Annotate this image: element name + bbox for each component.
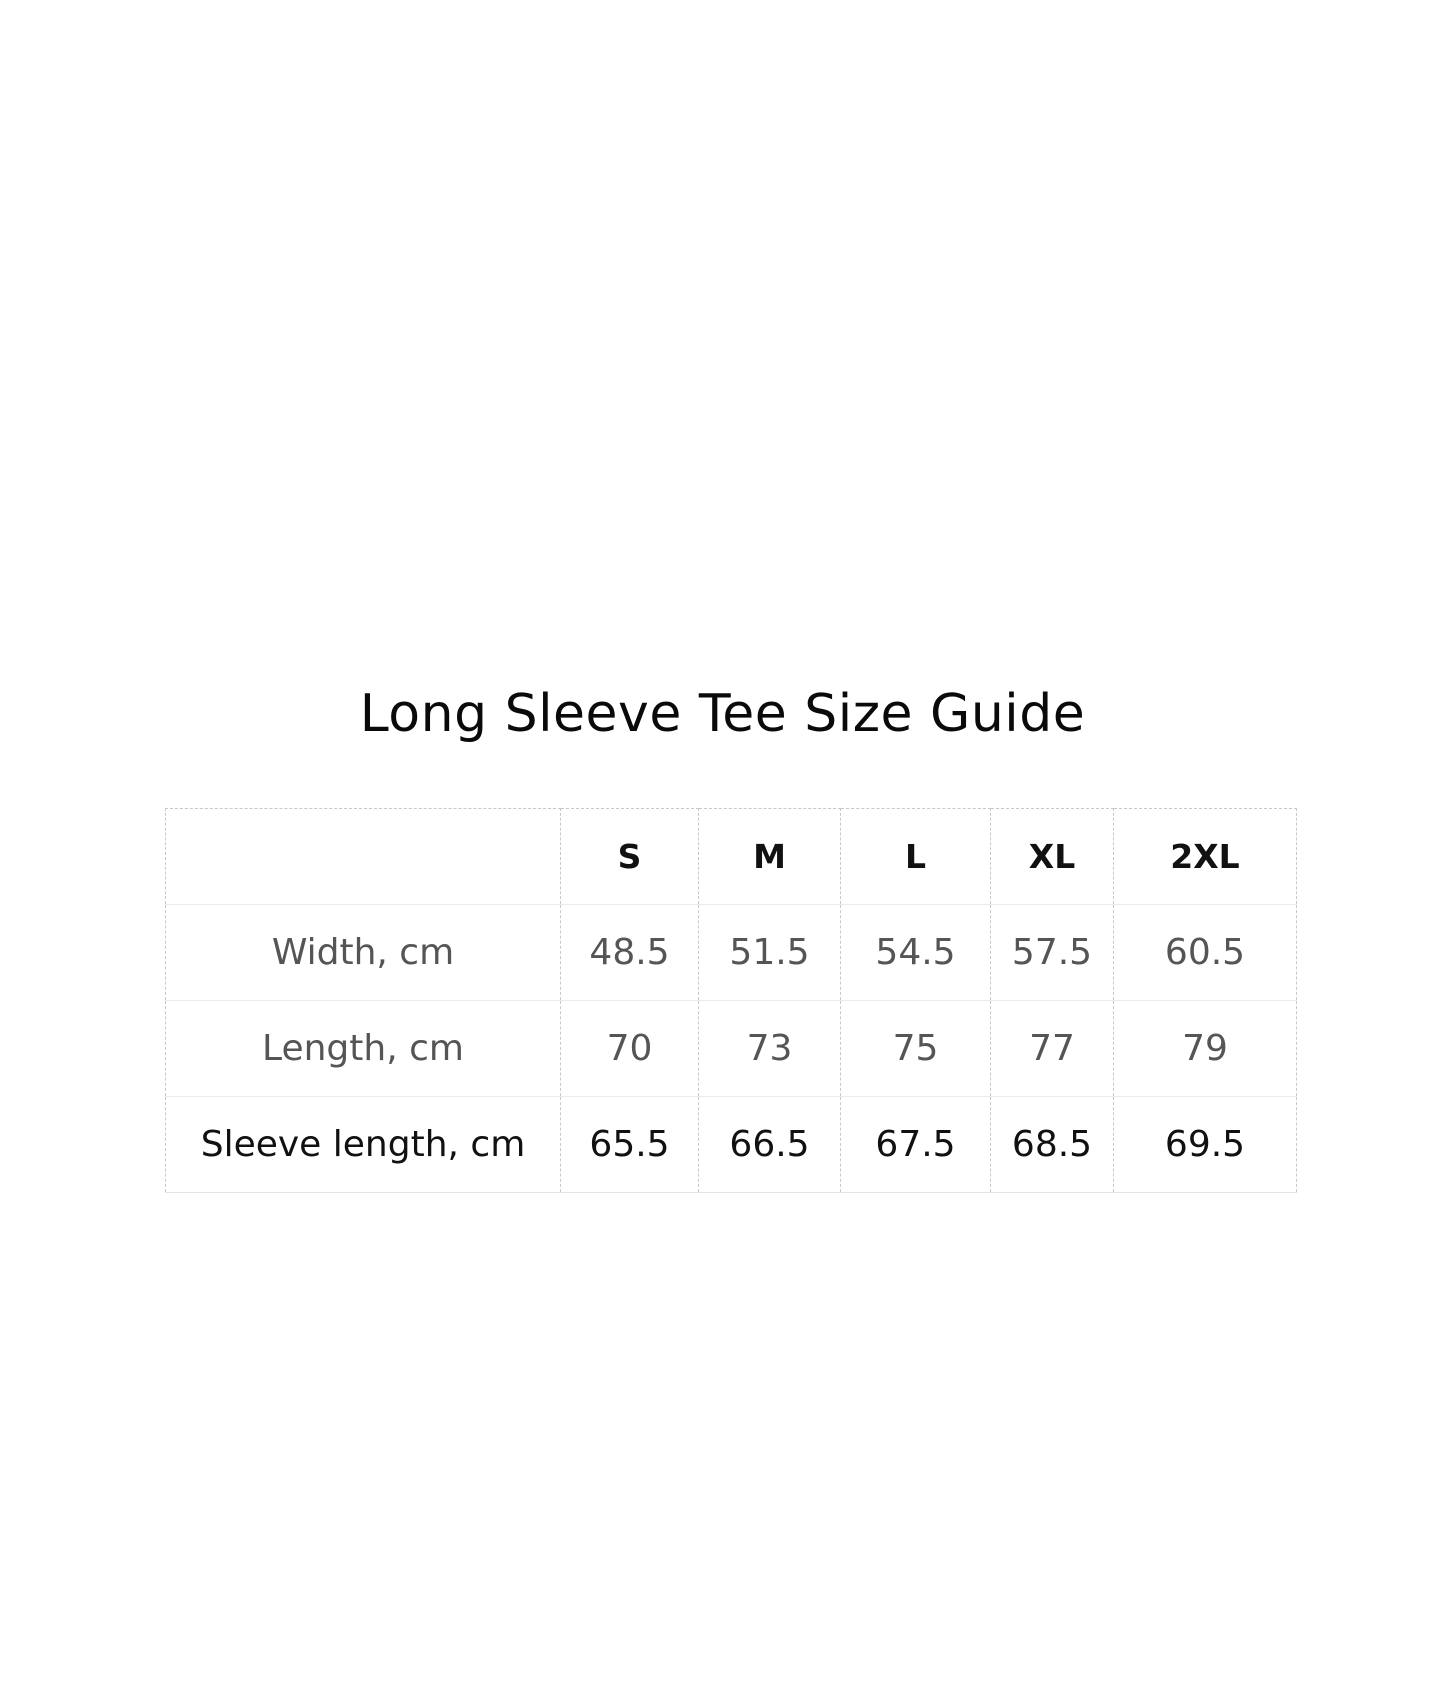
table-cell: 69.5 bbox=[1114, 1097, 1297, 1193]
table-row-width bbox=[166, 905, 1297, 1001]
table-cell: 67.5 bbox=[841, 1097, 991, 1193]
table-corner-cell bbox=[166, 809, 561, 905]
table-row-sleeve-length bbox=[166, 1097, 1297, 1193]
row-label-width: Width, cm bbox=[166, 905, 561, 1001]
table-cell: 60.5 bbox=[1114, 905, 1297, 1001]
table-header-row bbox=[166, 809, 1297, 905]
size-header-m: M bbox=[699, 809, 841, 905]
row-label-sleeve-length: Sleeve length, cm bbox=[166, 1097, 561, 1193]
size-header-2xl: 2XL bbox=[1114, 809, 1297, 905]
size-header-l: L bbox=[841, 809, 991, 905]
row-label-length: Length, cm bbox=[166, 1001, 561, 1097]
table-cell: 57.5 bbox=[991, 905, 1114, 1001]
table-cell: 73 bbox=[699, 1001, 841, 1097]
table-cell: 79 bbox=[1114, 1001, 1297, 1097]
page-title: Long Sleeve Tee Size Guide bbox=[359, 684, 1086, 744]
table-cell: 70 bbox=[561, 1001, 699, 1097]
size-header-s: S bbox=[561, 809, 699, 905]
table-cell: 77 bbox=[991, 1001, 1114, 1097]
table-cell: 54.5 bbox=[841, 905, 991, 1001]
table-cell: 65.5 bbox=[561, 1097, 699, 1193]
table-cell: 51.5 bbox=[699, 905, 841, 1001]
size-header-xl: XL bbox=[991, 809, 1114, 905]
table-cell: 48.5 bbox=[561, 905, 699, 1001]
table-row-length bbox=[166, 1001, 1297, 1097]
table-cell: 66.5 bbox=[699, 1097, 841, 1193]
table-cell: 68.5 bbox=[991, 1097, 1114, 1193]
size-guide-table bbox=[165, 808, 1297, 1193]
table-cell: 75 bbox=[841, 1001, 991, 1097]
